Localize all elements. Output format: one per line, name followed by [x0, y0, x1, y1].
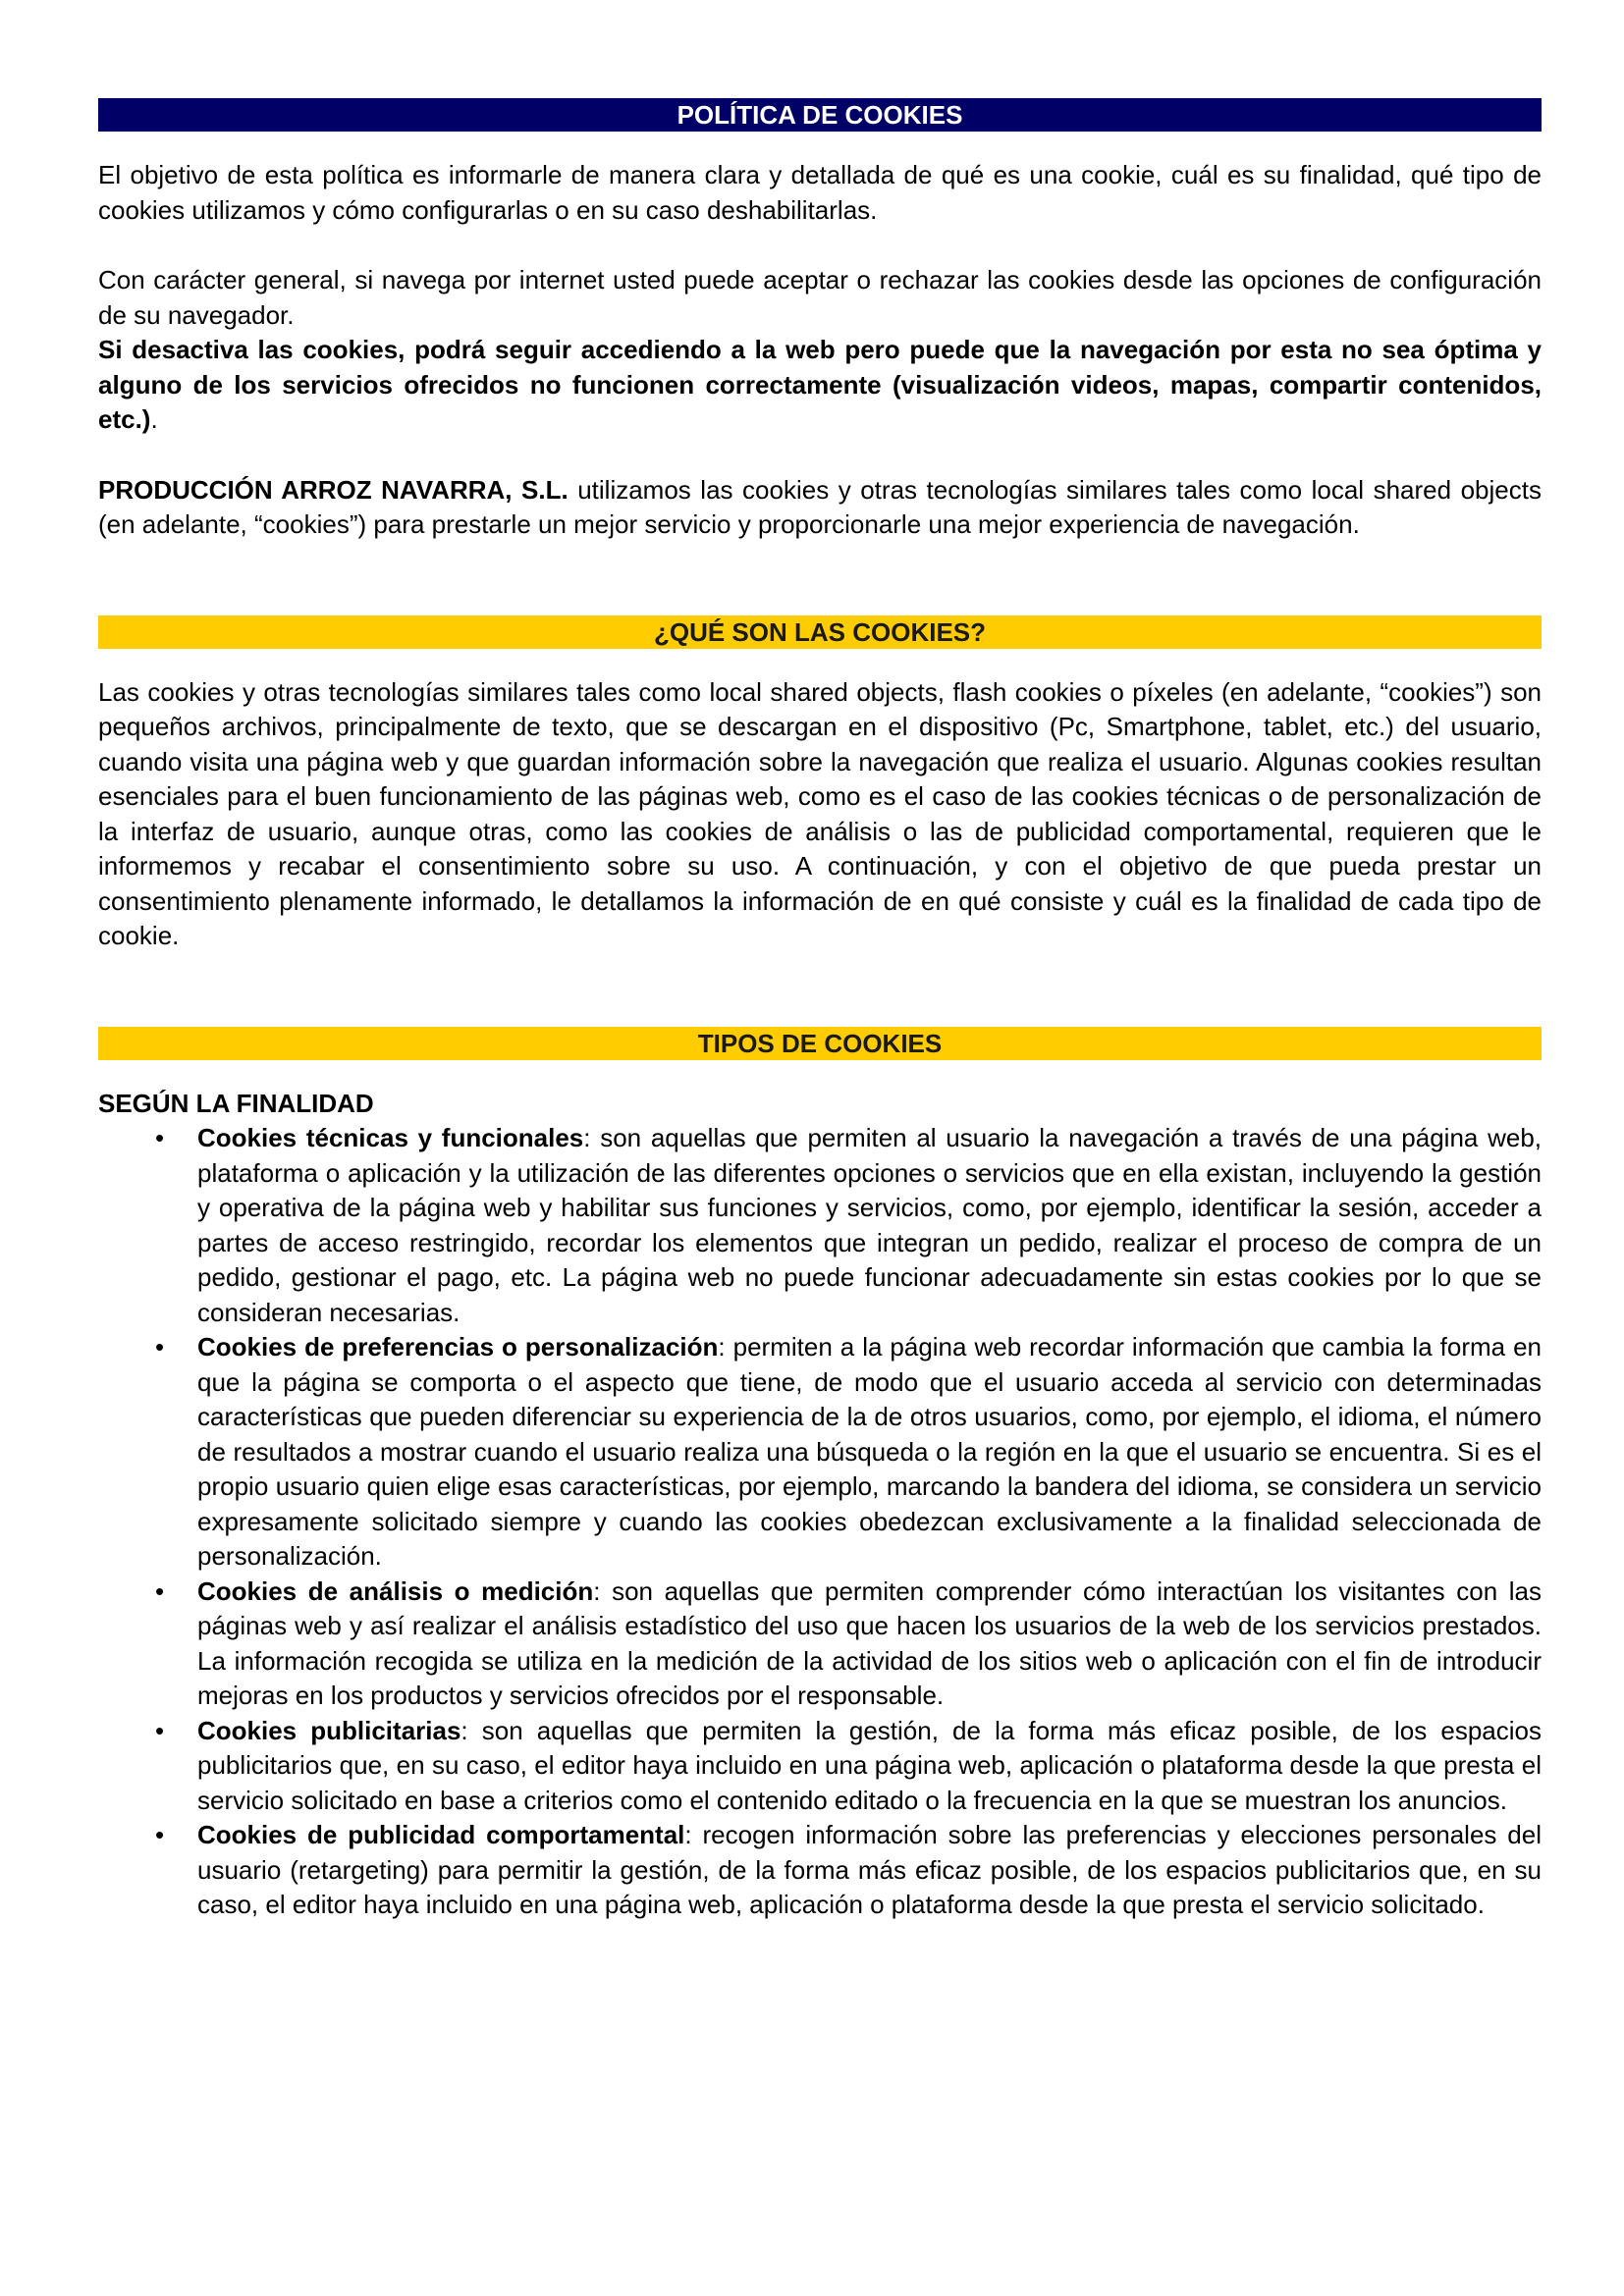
warning-paragraph — [98, 333, 1542, 438]
bullet-icon: • — [155, 1575, 165, 1606]
company-paragraph-text: utilizamos las cookies y otras tecnologías similares tales como local shared objects (en adelante, “cookies”) para prestarle un mejor servicio y proporcionarle una mejor experiencia de navegación. — [98, 474, 1542, 539]
warning-bold-text: Si desactiva las cookies, podrá seguir accediendo a la web pero puede que la navegación por esta no sea óptima y alguno de los servicios ofrecidos no funcionen correctamente (visualización videos, mapas, compartir contenidos, etc.) — [98, 335, 1542, 434]
list-item-term: Cookies de publicidad comportamental — [197, 1820, 685, 1849]
warning-tail-text: . — [150, 404, 158, 434]
company-paragraph — [98, 473, 1542, 543]
que-son-paragraph: Las cookies y otras tecnologías similares tales como local shared objects, flash cookies o píxeles (en adelante, “cookies”) son pequeños archivos, principalmente de texto, que se descargan en el dispositivo (Pc, Smartphone, tablet, etc.) del usuario, cuando visita una página web y que guardan información sobre la navegación que realiza el usuario. Algunas cookies resultan esenciales para el buen funcionamiento de las páginas web, como es el caso de las cookies técnicas o de personalización de la interfaz de usuario, aunque otras, como las cookies de análisis o las de publicidad comportamental, requieren que le informemos y recabar el consentimiento sobre su uso. A continuación, y con el objetivo de que pueda prestar un consentimiento plenamente informado, le detallamos la información de en qué consiste y cuál es la finalidad de cada tipo de cookie. — [98, 676, 1542, 950]
section-banner-tipos: TIPOS DE COOKIES — [98, 1027, 1542, 1060]
list-item — [98, 1714, 1542, 1819]
list-item-term: Cookies técnicas y funcionales — [197, 1123, 584, 1152]
list-item-term: Cookies de preferencias o personalización — [197, 1332, 719, 1362]
bullet-icon: • — [155, 1332, 165, 1362]
section-banner-politica: POLÍTICA DE COOKIES — [98, 98, 1542, 132]
list-item-text: : permiten a la página web recordar información que cambia la forma en que la página se comporta o el aspecto que tiene, de modo que el usuario acceda al servicio con determinadas características que pueden diferenciar su experiencia de la de otros usuarios, como, por ejemplo, el idioma, el número de resultados a mostrar cuando el usuario realiza una búsqueda o la región en la que el usuario se encuentra. Si es el propio usuario quien elige esas características, por ejemplo, marcando la bandera del idioma, se considera un servicio expresamente solicitado siempre y cuando las cookies obedezcan exclusivamente a la finalidad seleccionada de personalización. — [197, 1332, 1542, 1571]
document-content — [98, 98, 1542, 1923]
list-item-term: Cookies de análisis o medición — [197, 1575, 594, 1606]
list-item-term: Cookies publicitarias — [197, 1715, 461, 1745]
list-item — [98, 1575, 1542, 1714]
list-item — [98, 1121, 1542, 1330]
section-banner-que-son: ¿QUÉ SON LAS COOKIES? — [98, 615, 1542, 649]
list-item-text: : son aquellas que permiten la gestión, de la forma más eficaz posible, de los espacios publicitarios que, en su caso, el editor haya incluido en una página web, aplicación o plataforma desde la que presta el servicio solicitado en base a criterios como el contenido editado o la frecuencia en la que se muestran los anuncios. — [197, 1715, 1542, 1815]
bullet-icon: • — [155, 1715, 165, 1745]
subheading-segun-finalidad: SEGÚN LA FINALIDAD — [98, 1088, 374, 1118]
list-item-text: : recogen información sobre las preferencias y elecciones personales del usuario (retargeting) para permitir la gestión, de la forma más eficaz posible, de los espacios publicitarios que, en su caso, el editor haya incluido en una página web, aplicación o plataforma desde la que presta el servicio solicitado. — [197, 1820, 1542, 1919]
list-item-text: : son aquellas que permiten al usuario la navegación a través de una página web, plataforma o aplicación y la utilización de las diferentes opciones o servicios que en ella existan, incluyendo la gestión y operativa de la página web y habilitar sus funciones y servicios, como, por ejemplo, identificar la sesión, acceder a partes de acceso restringido, recordar los elementos que integran un pedido, realizar el proceso de compra de un pedido, gestionar el pago, etc. La página web no puede funcionar adecuadamente sin estas cookies por lo que se consideran necesarias. — [197, 1123, 1542, 1327]
intro-paragraph: El objetivo de esta política es informarle de manera clara y detallada de qué es una cookie, cuál es su finalidad, qué tipo de cookies utilizamos y cómo configurarlas o en su caso deshabilitarlas. — [98, 160, 1542, 225]
general-paragraph: Con carácter general, si navega por internet usted puede aceptar o rechazar las cookies desde las opciones de configuración de su navegador. — [98, 265, 1542, 330]
list-item-text: : son aquellas que permiten comprender cómo interactúan los visitantes con las páginas web y así realizar el análisis estadístico del uso que hacen los usuarios de la web de los servicios prestados. La información recogida se utiliza en la medición de la actividad de los sitios web o aplicación con el fin de introducir mejoras en los productos y servicios ofrecidos por el responsable. — [197, 1575, 1542, 1710]
list-item — [98, 1330, 1542, 1575]
cookie-types-list — [98, 1121, 1542, 1923]
bullet-icon: • — [155, 1820, 165, 1849]
list-item — [98, 1818, 1542, 1923]
company-name: PRODUCCIÓN ARROZ NAVARRA, S.L. — [98, 474, 568, 505]
bullet-icon: • — [155, 1123, 165, 1152]
